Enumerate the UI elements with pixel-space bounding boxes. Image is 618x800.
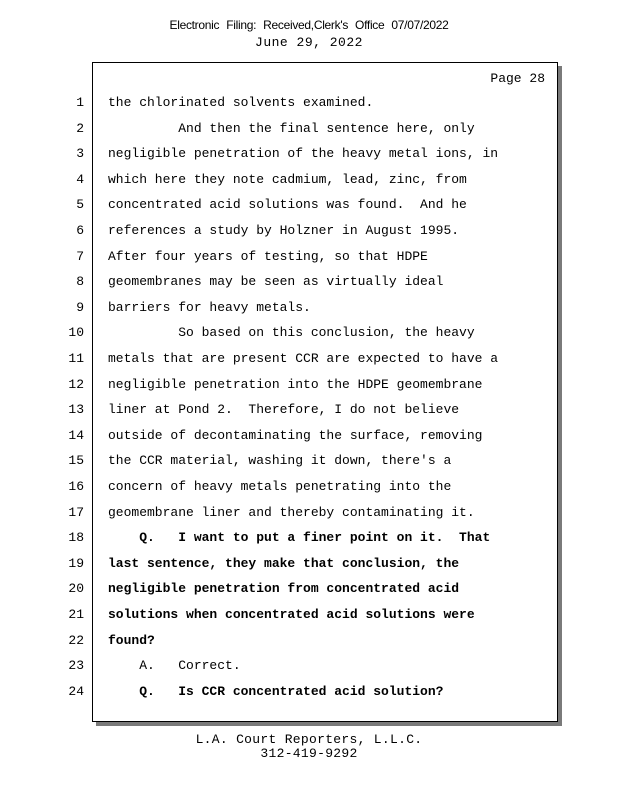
line-text: After four years of testing, so that HDPE [108, 249, 428, 264]
line-number: 20 [68, 581, 84, 596]
transcript-date: June 29, 2022 [255, 35, 363, 50]
line-text: Q. Is CCR concentrated acid solution? [108, 684, 444, 699]
line-text: last sentence, they make that conclusion, the [108, 556, 460, 571]
line-text: negligible penetration into the HDPE geomembrane [108, 377, 483, 392]
line-text: Q. I want to put a finer point on it. That [108, 530, 491, 545]
line-text: A. Correct. [108, 658, 241, 673]
line-number: 2 [76, 121, 84, 136]
line-number: 23 [68, 658, 84, 673]
line-text: concentrated acid solutions was found. And he [108, 197, 467, 212]
line-text: the CCR material, washing it down, there's a [108, 453, 452, 468]
line-text: geomembrane liner and thereby contaminating it. [108, 505, 475, 520]
line-number: 16 [68, 479, 84, 494]
line-number: 7 [76, 249, 84, 264]
line-text: which here they note cadmium, lead, zinc, from [108, 172, 467, 187]
line-number: 11 [68, 351, 84, 366]
line-text: references a study by Holzner in August 1995. [108, 223, 460, 238]
footer-phone: 312-419-9292 [260, 746, 358, 761]
line-number: 6 [76, 223, 84, 238]
line-text: barriers for heavy metals. [108, 300, 311, 315]
line-text: And then the final sentence here, only [108, 121, 475, 136]
line-text: the chlorinated solvents examined. [108, 95, 374, 110]
line-number: 13 [68, 402, 84, 417]
line-number: 4 [76, 172, 84, 187]
line-text: negligible penetration from concentrated acid [108, 581, 460, 596]
line-number: 18 [68, 530, 84, 545]
line-number: 21 [68, 607, 84, 622]
line-text: concern of heavy metals penetrating into the [108, 479, 452, 494]
line-number: 12 [68, 377, 84, 392]
line-number: 10 [68, 325, 84, 340]
line-text: liner at Pond 2. Therefore, I do not believe [108, 402, 460, 417]
line-text: found? [108, 633, 155, 648]
line-number: 3 [76, 146, 84, 161]
line-text: solutions when concentrated acid solutions were [108, 607, 475, 622]
line-number: 5 [76, 197, 84, 212]
line-number: 17 [68, 505, 84, 520]
footer [0, 733, 618, 761]
line-number: 9 [76, 300, 84, 315]
line-text: metals that are present CCR are expected to have a [108, 351, 499, 366]
line-number: 14 [68, 428, 84, 443]
page-number: Page 28 [490, 71, 545, 86]
footer-company: L.A. Court Reporters, L.L.C. [195, 732, 423, 747]
line-number: 8 [76, 274, 84, 289]
line-number: 15 [68, 453, 84, 468]
line-text: negligible penetration of the heavy metal ions, in [108, 146, 499, 161]
line-number: 24 [68, 684, 84, 699]
line-number: 22 [68, 633, 84, 648]
filing-stamp: Electronic Filing: Received,Clerk's Office 07/07/2022 [169, 18, 449, 32]
line-number: 1 [76, 95, 84, 110]
line-number: 19 [68, 556, 84, 571]
line-text: geomembranes may be seen as virtually ideal [108, 274, 444, 289]
line-text: So based on this conclusion, the heavy [108, 325, 475, 340]
transcript-page-frame [92, 62, 558, 722]
line-text: outside of decontaminating the surface, removing [108, 428, 483, 443]
